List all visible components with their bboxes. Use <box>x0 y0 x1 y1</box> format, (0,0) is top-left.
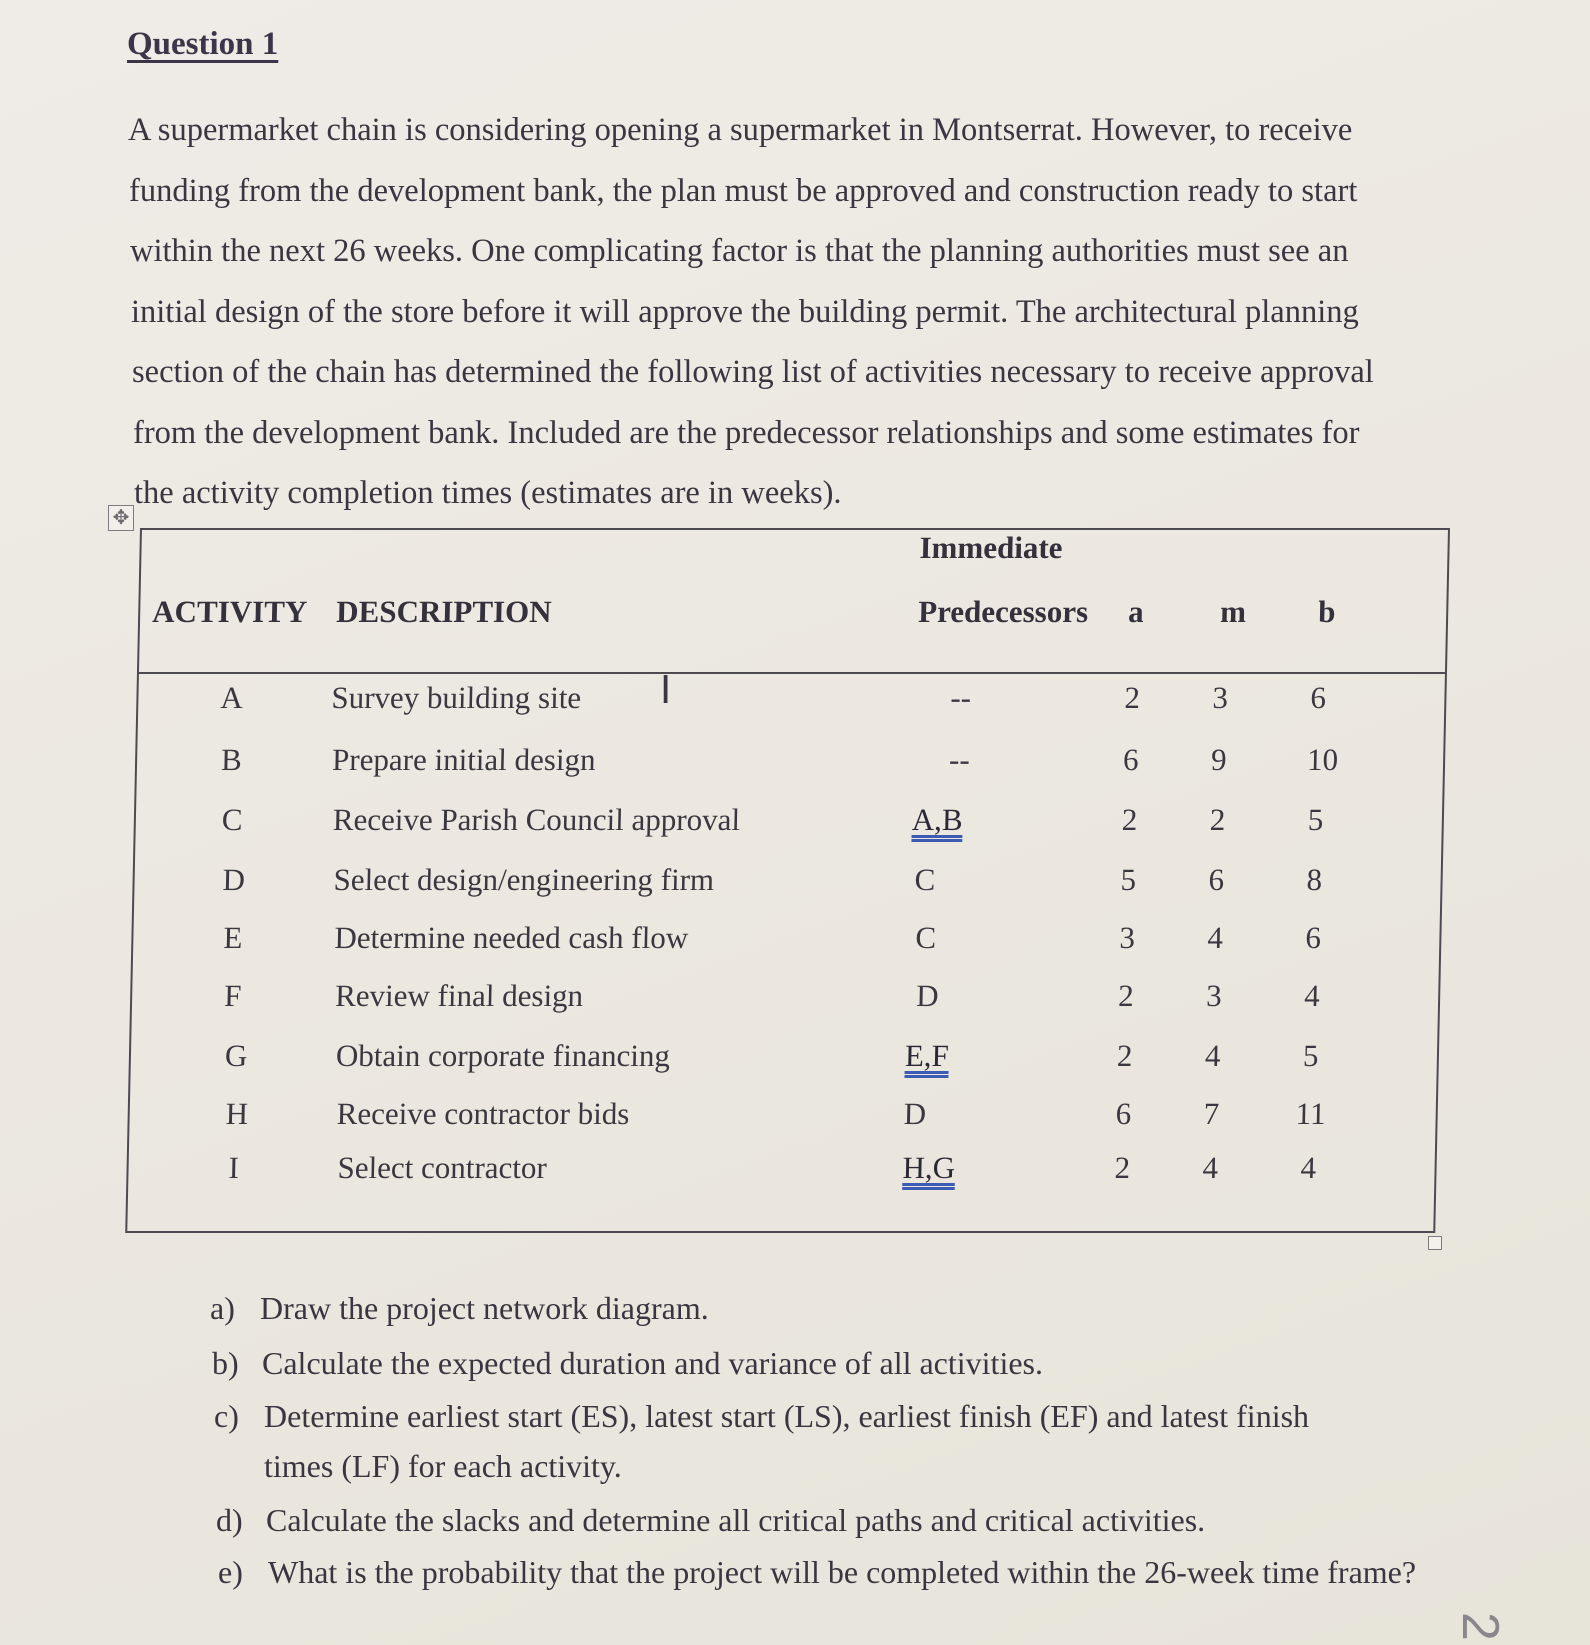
task-label: a) <box>210 1290 235 1326</box>
header-activity: ACTIVITY <box>151 594 308 629</box>
cell-description: Determine needed cash flow <box>334 920 689 955</box>
page-number: 2 <box>1451 1612 1509 1641</box>
cell-predecessors: -- <box>948 742 971 777</box>
task-item <box>214 1398 1309 1435</box>
cell-m: 4 <box>1207 920 1224 955</box>
header-predecessors-line2: Predecessors <box>917 594 1089 629</box>
cell-a: 2 <box>1124 680 1141 715</box>
cell-m: 4 <box>1204 1038 1221 1073</box>
cell-predecessors-link[interactable]: A,B <box>911 802 964 837</box>
cell-m: 4 <box>1202 1150 1219 1185</box>
table-resize-handle[interactable] <box>1428 1236 1442 1250</box>
cell-m: 7 <box>1203 1096 1220 1131</box>
cell-activity: F <box>223 978 242 1013</box>
header-a: a <box>1127 594 1145 629</box>
table-row <box>130 1038 1437 1098</box>
cell-b: 6 <box>1310 680 1327 715</box>
cell-predecessors: D <box>903 1096 927 1131</box>
cell-a: 6 <box>1122 742 1140 777</box>
cell-predecessors: -- <box>950 680 972 715</box>
table-row <box>134 862 1441 922</box>
task-label: c) <box>214 1398 239 1434</box>
task-text: Calculate the expected duration and variance of all activities. <box>262 1345 1043 1381</box>
cell-a: 2 <box>1121 802 1138 837</box>
question-intro <box>128 100 1428 524</box>
table-row <box>133 920 1440 980</box>
table-row <box>129 1096 1436 1156</box>
cell-activity: I <box>228 1150 240 1185</box>
cell-activity: E <box>223 920 243 955</box>
cell-activity: H <box>225 1096 249 1131</box>
intro-line: the activity completion times (estimates are in weeks). <box>134 475 842 511</box>
cell-a: 3 <box>1119 920 1136 955</box>
cell-activity: B <box>220 742 243 777</box>
cell-description: Review final design <box>334 978 584 1013</box>
task-item <box>216 1502 1205 1539</box>
header-predecessors-line1: Immediate <box>919 530 1063 565</box>
cell-activity: A <box>220 680 244 715</box>
task-text: What is the probability that the project will be completed within the 26-week time frame? <box>268 1554 1417 1590</box>
task-text: times (LF) for each activity. <box>264 1448 622 1484</box>
cell-m: 2 <box>1209 802 1226 837</box>
cell-predecessors-link[interactable]: H,G <box>902 1150 956 1185</box>
cell-predecessors: C <box>914 862 936 897</box>
task-item <box>218 1554 1416 1591</box>
intro-line: within the next 26 weeks. One complicating factor is that the planning authorities must see an <box>130 233 1349 269</box>
cell-b: 4 <box>1303 978 1321 1013</box>
intro-line: initial design of the store before it will approve the building permit. The architectural planning <box>131 293 1359 330</box>
cell-activity: D <box>222 862 246 897</box>
task-item-continuation <box>214 1448 622 1485</box>
cell-a: 2 <box>1116 1038 1133 1073</box>
table-row <box>135 802 1442 862</box>
cell-predecessors: D <box>915 978 939 1013</box>
cell-b: 5 <box>1302 1038 1319 1073</box>
task-text: Determine earliest start (ES), latest start (LS), earliest finish (EF) and latest finish <box>264 1398 1310 1434</box>
cell-a: 6 <box>1115 1096 1132 1131</box>
cell-m: 9 <box>1210 742 1228 777</box>
cell-b: 11 <box>1295 1096 1326 1131</box>
text-cursor-icon: I <box>660 668 672 712</box>
header-m: m <box>1219 594 1247 629</box>
task-item <box>212 1345 1043 1382</box>
cell-description: Receive contractor bids <box>336 1096 630 1131</box>
cell-description: Receive Parish Council approval <box>332 802 741 837</box>
task-label: b) <box>212 1345 239 1381</box>
cell-a: 2 <box>1114 1150 1131 1185</box>
intro-line: funding from the development bank, the plan must be approved and construction ready to start <box>129 172 1358 209</box>
cell-activity: C <box>221 802 243 837</box>
cell-predecessors: C <box>915 920 937 955</box>
cell-b: 8 <box>1306 862 1323 897</box>
cell-description: Select design/engineering firm <box>333 862 715 897</box>
cell-m: 3 <box>1205 978 1223 1013</box>
cell-a: 2 <box>1117 978 1135 1013</box>
cell-description: Survey building site <box>331 680 582 715</box>
task-label: d) <box>216 1502 243 1538</box>
task-text: Draw the project network diagram. <box>260 1290 709 1326</box>
task-item <box>210 1290 709 1327</box>
header-description: DESCRIPTION <box>335 594 552 629</box>
cell-m: 6 <box>1208 862 1225 897</box>
cell-description: Select contractor <box>337 1150 548 1185</box>
task-text: Calculate the slacks and determine all critical paths and critical activities. <box>266 1502 1206 1538</box>
activity-table <box>125 528 1450 1233</box>
cell-m: 3 <box>1212 680 1229 715</box>
table-row <box>138 680 1445 740</box>
cell-description: Obtain corporate financing <box>335 1038 671 1073</box>
cell-b: 10 <box>1306 742 1339 777</box>
cell-activity: G <box>224 1038 248 1073</box>
cell-description: Prepare initial design <box>331 742 596 777</box>
cell-b: 6 <box>1305 920 1322 955</box>
question-title: Question 1 <box>127 26 279 62</box>
table-header <box>139 530 1448 674</box>
table-row <box>136 742 1443 802</box>
table-row <box>131 978 1438 1038</box>
table-move-handle-icon[interactable]: ✥ <box>108 505 134 531</box>
task-label: e) <box>218 1554 243 1590</box>
cell-predecessors-link[interactable]: E,F <box>904 1038 950 1073</box>
table-row <box>128 1150 1435 1210</box>
cell-a: 5 <box>1120 862 1137 897</box>
cell-b: 5 <box>1307 802 1324 837</box>
intro-line: section of the chain has determined the following list of activities necessary to receive approval <box>132 354 1374 390</box>
cell-b: 4 <box>1300 1150 1317 1185</box>
intro-line: A supermarket chain is considering opening a supermarket in Montserrat. However, to receive <box>128 112 1353 148</box>
header-b: b <box>1317 594 1336 629</box>
intro-line: from the development bank. Included are the predecessor relationships and some estimates for <box>133 414 1360 451</box>
